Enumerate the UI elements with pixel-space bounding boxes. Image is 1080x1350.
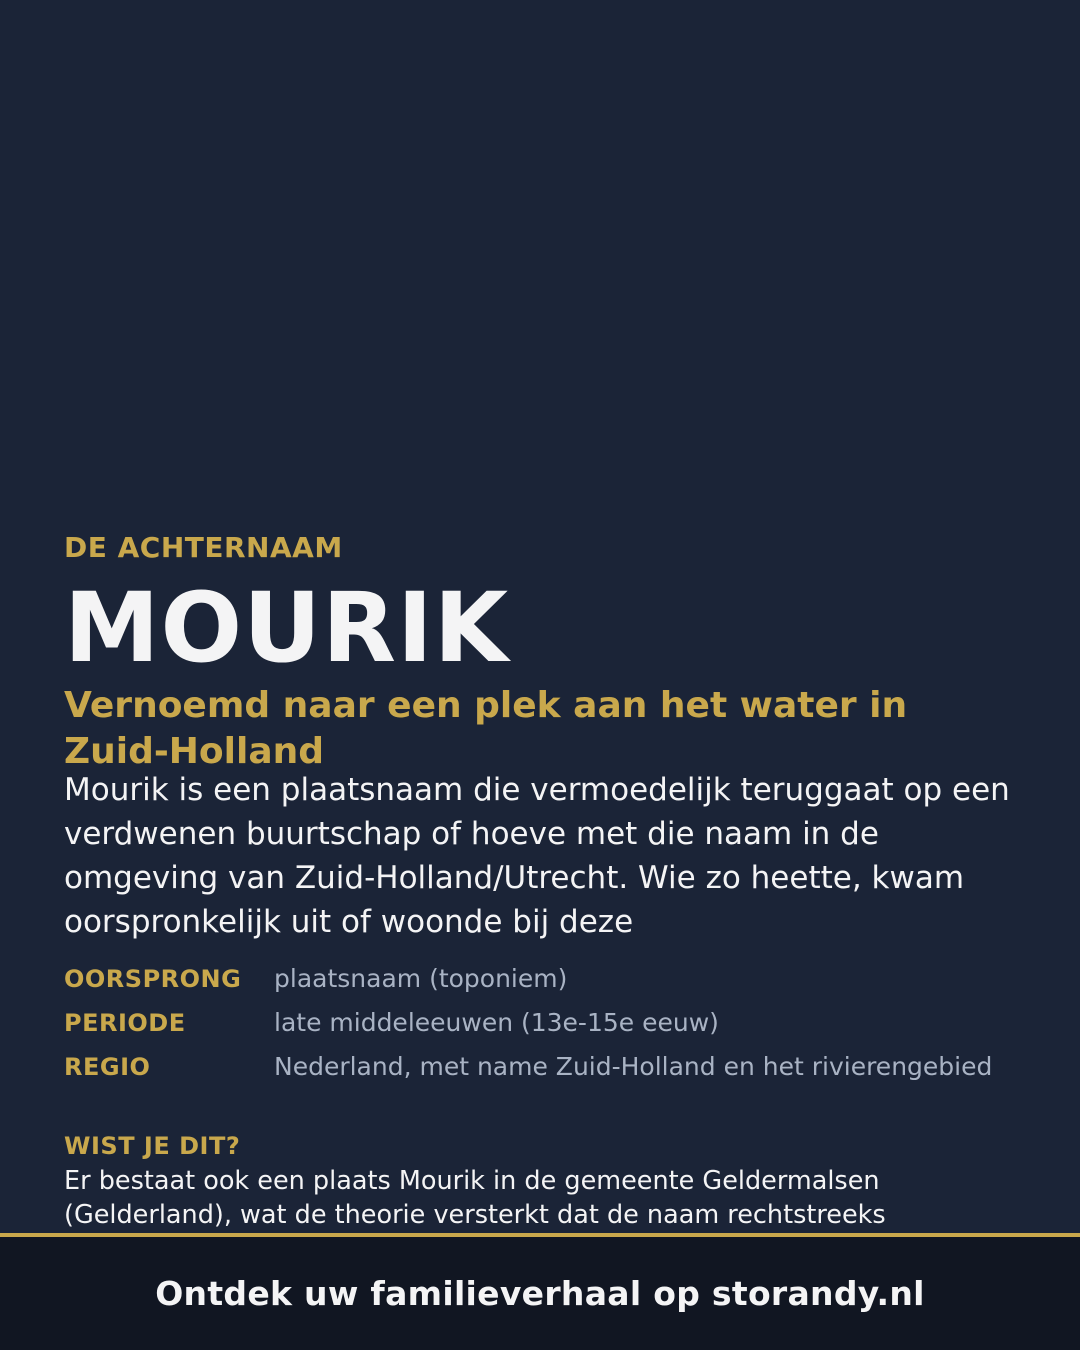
fact-value-region: Nederland, met name Zuid-Holland en het rivierengebied (274, 1052, 993, 1081)
fact-row-period (64, 1008, 1016, 1038)
fact-row-origin (64, 964, 1016, 994)
fact-label-origin: OORSPRONG (64, 965, 242, 993)
fact-value-origin: plaatsnaam (toponiem) (274, 964, 568, 993)
fact-row-region (64, 1052, 1016, 1082)
did-you-know-text: Er bestaat ook een plaats Mourik in de gemeente Geldermalsen (Gelderland), wat de theorie versterkt dat de naam rechtstreeks (64, 1166, 886, 1230)
fact-label-period: PERIODE (64, 1009, 186, 1037)
surname-card (64, 0, 1016, 1234)
tagline: Vernoemd naar een plek aan het water in Zuid-Holland (64, 685, 908, 772)
fact-label-region: REGIO (64, 1053, 151, 1081)
facts-list (64, 964, 1016, 1096)
footer-banner (0, 1233, 1080, 1350)
eyebrow-label: DE ACHTERNAAM (64, 531, 343, 564)
description-text: Mourik is een plaatsnaam die vermoedelijk teruggaat op een verdwenen buurtschap of hoeve met die naam in de omgeving van Zuid-Holland/Utrecht. Wie zo heette, kwam oorspronkelijk uit of woonde bij deze (64, 772, 1010, 940)
did-you-know-title: WIST JE DIT? (64, 1132, 241, 1160)
surname-title: MOURIK (64, 572, 510, 684)
fact-value-period: late middeleeuwen (13e-15e eeuw) (274, 1008, 719, 1037)
footer-cta-text: Ontdek uw familieverhaal op storandy.nl (155, 1274, 925, 1313)
